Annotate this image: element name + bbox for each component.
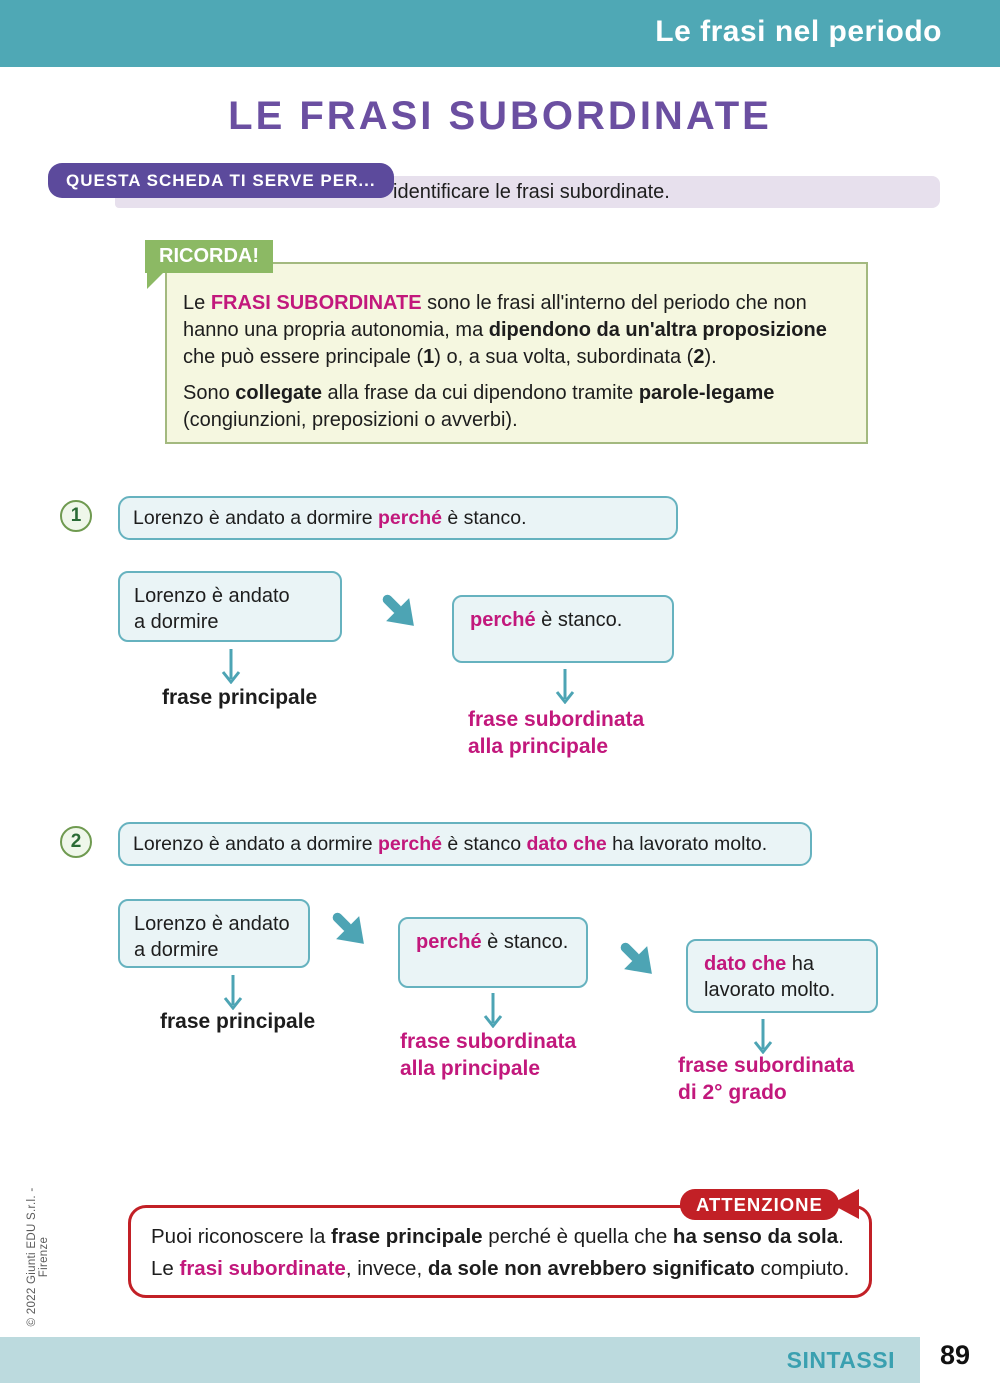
example-1-main-clause-box: Lorenzo è andato a dormire: [118, 571, 342, 642]
footer-bar: [0, 1337, 920, 1383]
example-2-subordinate-2-label: frase subordinata di 2° grado: [678, 1054, 855, 1105]
ricorda-paragraph-2: Sono collegate alla frase da cui dipendono tramite parole-legame (congiunzioni, preposizioni o avverbi).: [183, 381, 775, 431]
example-2-main-clause-box: Lorenzo è andato a dormire: [118, 899, 310, 968]
example-2-sentence: Lorenzo è andato a dormire perché è stanco dato che ha lavorato molto.: [118, 822, 812, 866]
footer-section-label: SINTASSI: [786, 1347, 895, 1373]
arrow-down-icon: [554, 668, 576, 704]
page-number: 89: [940, 1340, 971, 1370]
example-1-subordinate-clause-box: perché è stanco.: [452, 595, 674, 663]
purpose-text: identificare le frasi subordinate.: [393, 181, 670, 203]
ricorda-tab: RICORDA!: [145, 240, 273, 273]
copyright-text: © 2022 Giunti EDU S.r.l. - Firenze: [26, 1187, 50, 1327]
example-2-subordinate-2-box: dato che ha lavorato molto.: [686, 939, 878, 1013]
arrow-down-right-icon: [376, 588, 422, 634]
page-title: LE FRASI SUBORDINATE: [228, 94, 772, 138]
arrow-down-right-icon: [614, 936, 660, 982]
attention-line-1: Puoi riconoscere la frase principale perché è quella che ha senso da sola.: [151, 1225, 844, 1248]
arrow-down-right-icon: [326, 906, 372, 952]
example-1-subordinate-clause-label: frase subordinata alla principale: [468, 708, 645, 759]
chapter-title: Le frasi nel periodo: [655, 15, 942, 48]
example-2-subordinate-1-label: frase subordinata alla principale: [400, 1030, 577, 1081]
example-1-sentence: Lorenzo è andato a dormire perché è stanco.: [118, 496, 678, 540]
attention-badge: ATTENZIONE: [680, 1189, 839, 1220]
header-bar: [0, 0, 1000, 67]
attention-pointer-icon: [831, 1189, 859, 1219]
arrow-down-icon: [482, 992, 504, 1028]
ricorda-tab-tail: [147, 272, 164, 289]
arrow-down-icon: [220, 648, 242, 684]
purpose-badge: QUESTA SCHEDA TI SERVE PER...: [48, 163, 394, 198]
arrow-down-icon: [752, 1018, 774, 1054]
example-1-main-clause-label: frase principale: [162, 686, 318, 709]
attention-line-2: Le frasi subordinate, invece, da sole non avrebbero significato compiuto.: [151, 1256, 850, 1280]
arrow-down-icon: [222, 974, 244, 1010]
example-1-number: 1: [60, 500, 92, 532]
example-2-main-clause-label: frase principale: [160, 1010, 316, 1033]
example-2-number: 2: [60, 826, 92, 858]
example-2-subordinate-1-box: perché è stanco.: [398, 917, 588, 988]
ricorda-paragraph-1: Le FRASI SUBORDINATE sono le frasi all'interno del periodo che non hanno una propria autonomia, ma dipendono da un'altra proposizione che può essere principale (1) o, a sua volta, subordinata (2).: [183, 292, 827, 369]
ricorda-box: [165, 262, 868, 444]
